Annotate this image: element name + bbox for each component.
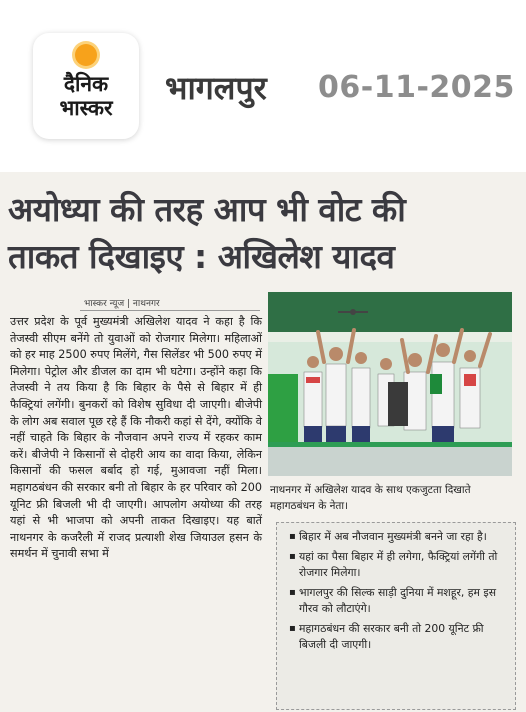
highlights-list [277, 523, 515, 653]
article-body [10, 314, 262, 563]
article-body-text: उत्तर प्रदेश के पूर्व मुख्यमंत्री अखिलेश यादव ने कहा है कि तेजस्वी सीएम बनेंगे तो युवाओं को रोजगार मिलेगा। महिलाओं को हर माह 2500 रुपए मिलेंगे, गैस सिलेंडर भी 500 रुपए में मिलेगा। पेट्रोल और डीजल का दाम भी घटेगा। उन्होंने कहा कि तेजस्वी ने तय किया है कि बिहार के पैसे से बिहार में ही फैक्ट्रियां लगेंगी। बुनकरों को विशेष सुविधा दी जाएगी। बीजेपी के लोग अब सवाल पूछ रहे हैं कि नौकरी कहां से देंगे, क्योंकि वे नहीं चाहते कि बिहार के नौजवान अपने राज्य में रहकर काम करें। बीजेपी ने किसानों से दोहरी आय का वादा किया, लेकिन किसानों की फसल बर्बाद हो गई, मुआवजा नहीं मिला। महागठबंधन की सरकार बनी तो बिहार के हर परिवार को 200 यूनिट फ्री बिजली भी दी जाएगी। आपलोग अयोध्या की तरह यहां से भी भाजपा को अपनी ताकत दिखाइए। यह बातें नाथनगर के कजरैली में राजद प्रत्याशी शेख जियाउल हसन के समर्थन में चुनावी सभा में [10, 315, 262, 561]
byline-divider [80, 310, 260, 311]
edition-date: 06-11-2025 [318, 70, 515, 105]
highlight-item: ▪ यहां का पैसा बिहार में ही लगेगा, फैक्ट्रियां लगेंगी तो रोजगार मिलेगा। [289, 549, 507, 581]
headline-line-2: ताकत दिखाइए : अखिलेश यादव [8, 237, 395, 276]
logo-line-2: भास्कर [59, 96, 113, 120]
newspaper-clipping[interactable] [0, 172, 526, 712]
app-header [0, 0, 526, 168]
highlights-box [276, 522, 516, 710]
highlight-item: ▪ भागलपुर की सिल्क साड़ी दुनिया में मशहूर, हम इस गौरव को लौटाएंगे। [289, 585, 507, 617]
article-byline: भास्कर न्यूज | नाथनगर [84, 299, 160, 309]
logo-line-1: दैनिक [63, 72, 109, 96]
highlight-item: ▪ महागठबंधन की सरकार बनी तो 200 यूनिट फ्री बिजली दी जाएगी। [289, 621, 507, 653]
article-headline [8, 186, 520, 280]
headline-line-1: अयोध्या की तरह आप भी वोट की [8, 190, 406, 229]
dainik-bhaskar-logo[interactable] [33, 33, 139, 139]
highlight-item: ▪ बिहार में अब नौजवान मुख्यमंत्री बनने जा रहा है। [289, 529, 507, 545]
edition-city: भागलपुर [165, 69, 267, 107]
photo-caption: नाथनगर में अखिलेश यादव के साथ एकजुटता दिखाते महागठबंधन के नेता। [270, 484, 471, 512]
sun-icon [75, 44, 97, 66]
rally-photo [268, 292, 512, 476]
